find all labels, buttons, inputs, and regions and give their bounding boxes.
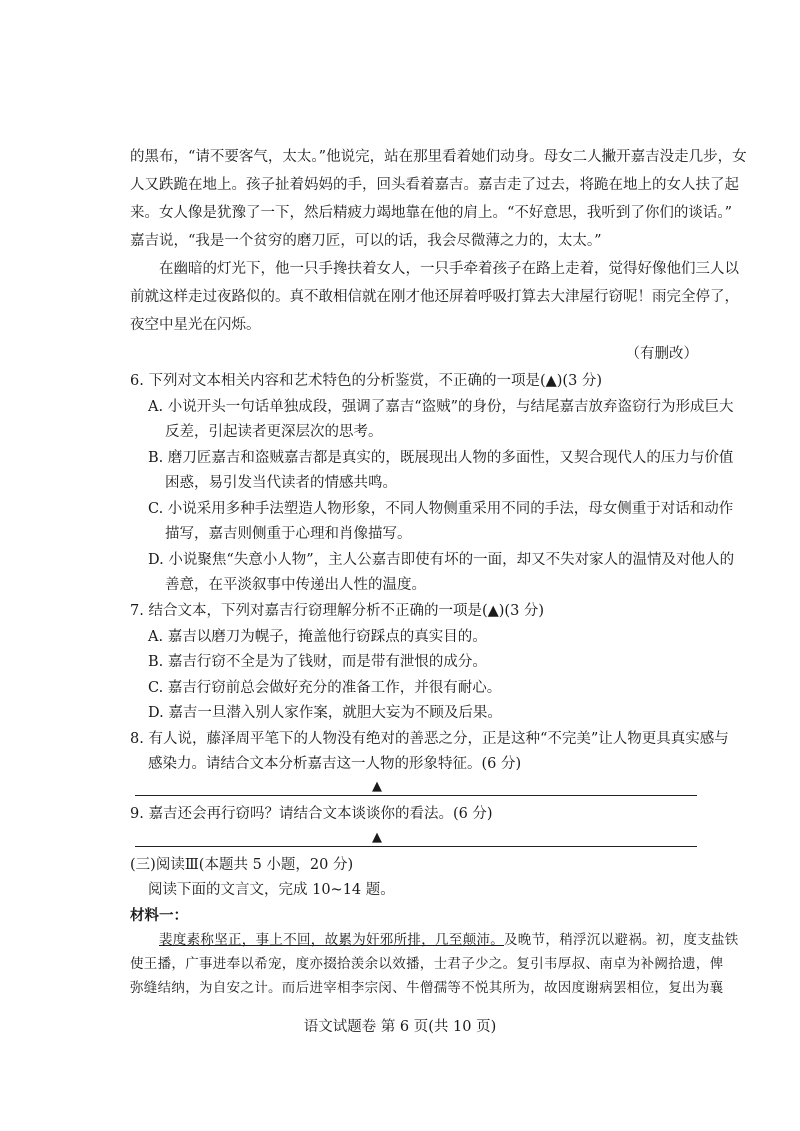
- story-line: 在幽暗的灯光下，他一只手搀扶着女人，一只手牵着孩子在路上走着，觉得好像他们三人以: [159, 261, 739, 277]
- option-6a-cont: 反差，引起读者更深层次的思考。: [165, 424, 383, 440]
- section-instruction: 阅读下面的文言文，完成 10~14 题。: [148, 882, 395, 898]
- answer-mark-triangle: ▲: [372, 830, 382, 845]
- question-6-stem: 6. 下列对文本相关内容和艺术特色的分析鉴赏，不正确的一项是(▲)(3 分): [130, 373, 603, 389]
- option-6b-cont: 困惑，易引发当代读者的情感共鸣。: [165, 475, 397, 491]
- option-6b: B. 磨刀匠嘉吉和盗贼嘉吉都是真实的，既展现出人物的多面性，又契合现代人的压力与价值: [148, 450, 734, 466]
- option-6d: D. 小说聚焦“失意小人物”，主人公嘉吉即使有坏的一面，却又不失对家人的温情及对他人的: [148, 552, 735, 568]
- section-heading: (三)阅读Ⅲ(本题共 5 小题，20 分): [130, 857, 354, 873]
- underlined-sentence: 裴度素称坚正，事上不回，故累为奸邪所排，几至颠沛。: [159, 932, 504, 948]
- page-footer: 语文试题卷 第 6 页(共 10 页): [303, 1019, 497, 1035]
- option-6a: A. 小说开头一句话单独成段，强调了嘉吉“盗贼”的身份，与结尾嘉吉放弃盗窃行为形成巨大: [148, 399, 734, 415]
- answer-line: [135, 795, 697, 796]
- text-segment: 及晚节，稍浮沉以避祸。初，度支盐铁: [504, 932, 739, 948]
- option-6c: C. 小说采用多种手法塑造人物形象，不同人物侧重采用不同的手法，母女侧重于对话和动作: [148, 501, 734, 517]
- question-9: 9. 嘉吉还会再行窃吗？请结合文本谈谈你的看法。(6 分): [130, 806, 493, 822]
- story-line: 夜空中星光在闪烁。: [130, 317, 261, 333]
- classical-text-line: [130, 930, 739, 950]
- story-line: 的黑布，“请不要客气，太太。”他说完，站在那里看着她们动身。母女二人撇开嘉吉没走几步，女: [130, 149, 747, 165]
- story-line: 嘉吉说，“我是一个贫穷的磨刀匠，可以的话，我会尽微薄之力的，太太。”: [130, 233, 602, 249]
- option-6c-cont: 描写，嘉吉则侧重于心理和肖像描写。: [165, 526, 412, 542]
- option-7c: C. 嘉吉行窃前总会做好充分的准备工作，并很有耐心。: [148, 680, 502, 696]
- classical-text-line: 使王播，广事进奉以希宠，度亦掇拾羡余以效播，士君子少之。复引韦厚叔、南卓为补阙拾遗，俾: [130, 956, 724, 972]
- question-8-line2: 感染力。请结合文本分析嘉吉这一人物的形象特征。(6 分): [148, 756, 522, 772]
- answer-line: [135, 846, 697, 847]
- answer-mark-triangle: ▲: [372, 779, 382, 794]
- option-7b: B. 嘉吉行窃不全是为了钱财，而是带有泄恨的成分。: [148, 654, 487, 670]
- story-line: 人又跌跪在地上。孩子扯着妈妈的手，回头看着嘉吉。嘉吉走了过去，将跪在地上的女人扶了起: [130, 177, 739, 193]
- question-8-line1: 8. 有人说，藤泽周平笔下的人物没有绝对的善恶之分，正是这种“不完美”让人物更具真实感与: [130, 731, 729, 747]
- question-7-stem: 7. 结合文本，下列对嘉吉行窃理解分析不正确的一项是(▲)(3 分): [130, 603, 545, 619]
- classical-text-line: 弥缝结纳，为自安之计。而后进宰相李宗闵、牛僧孺等不悦其所为，故因度谢病罢相位，复出为襄: [130, 980, 724, 996]
- option-7a: A. 嘉吉以磨刀为幌子，掩盖他行窃踩点的真实目的。: [148, 629, 487, 645]
- option-7d: D. 嘉吉一旦潜入别人家作案，就胆大妄为不顾及后果。: [148, 705, 502, 721]
- story-line: 来。女人像是犹豫了一下，然后精疲力竭地靠在他的肩上。“不好意思，我听到了你们的谈话。”: [130, 205, 733, 221]
- source-note: （有删改）: [625, 346, 698, 362]
- story-line: 前就这样走过夜路似的。真不敢相信就在刚才他还屏着呼吸打算去大津屋行窃呢！雨完全停了，: [130, 289, 739, 305]
- material-label: 材料一：: [130, 907, 188, 924]
- option-6d-cont: 善意，在平淡叙事中传递出人性的温度。: [165, 577, 426, 593]
